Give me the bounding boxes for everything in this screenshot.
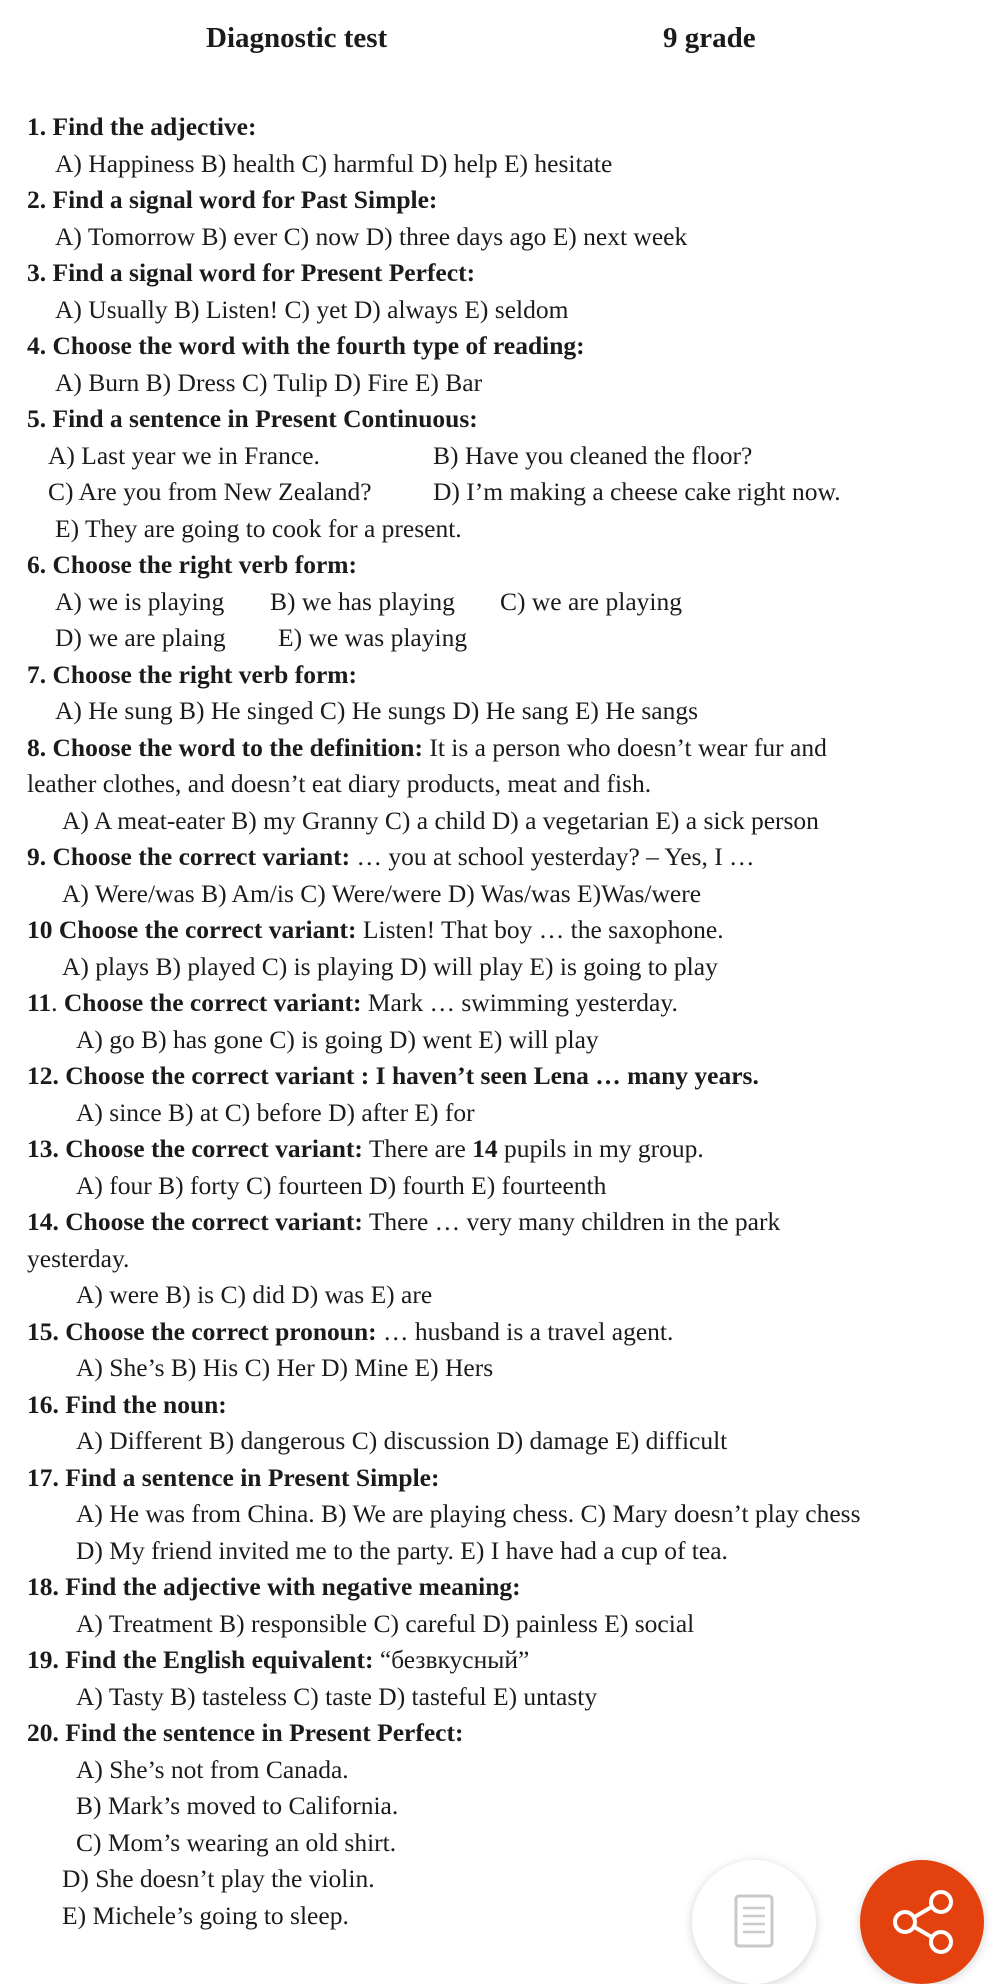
- question-18: 18. Find the adjective with negative meaning:: [27, 1572, 521, 1601]
- question-11: 11. Choose the correct variant: Mark … swimming yesterday.: [27, 988, 678, 1017]
- question-10-options: A) plays B) played C) is playing D) will play E) is going to play: [62, 951, 718, 981]
- document-header: [0, 22, 1006, 62]
- question-20-option-a: A) She’s not from Canada.: [76, 1754, 349, 1784]
- question-8-options: A) A meat-eater B) my Granny C) a child D) a vegetarian E) a sick person: [62, 805, 819, 835]
- question-7: 7. Choose the right verb form:: [27, 659, 358, 689]
- question-5-options-row-1: A) Last year we in France. B) Have you cleaned the floor?: [48, 440, 753, 470]
- question-4-options: A) Burn B) Dress C) Tulip D) Fire E) Bar: [55, 367, 483, 397]
- question-14: 14. Choose the correct variant: There … very many children in the park: [27, 1207, 781, 1236]
- question-19: 19. Find the English equivalent: “безвкусный”: [27, 1645, 530, 1674]
- question-20-option-c: C) Mom’s wearing an old shirt.: [76, 1827, 397, 1857]
- question-14-continuation: yesterday.: [27, 1243, 130, 1273]
- question-16-options: A) Different B) dangerous C) discussion D) damage E) difficult: [76, 1426, 728, 1455]
- question-7-options: A) He sung B) He singed C) He sungs D) He sang E) He sangs: [55, 696, 699, 725]
- question-8-continuation: leather clothes, and doesn’t eat diary products, meat and fish.: [27, 769, 652, 798]
- question-20: 20. Find the sentence in Present Perfect:: [27, 1718, 464, 1747]
- question-17: 17. Find a sentence in Present Simple:: [27, 1462, 440, 1492]
- question-10: 10 Choose the correct variant: Listen! That boy … the saxophone.: [27, 915, 724, 944]
- question-6: 6. Choose the right verb form:: [27, 550, 358, 579]
- question-14-options: A) were B) is C) did D) was E) are: [76, 1280, 433, 1309]
- share-icon: [860, 1860, 984, 1984]
- question-17-options-row-1: A) He was from China. B) We are playing chess. C) Mary doesn’t play chess: [76, 1499, 861, 1528]
- question-20-option-d: D) She doesn’t play the violin.: [62, 1864, 375, 1893]
- question-15-options: A) She’s B) His C) Her D) Mine E) Hers: [76, 1353, 494, 1382]
- question-5: 5. Find a sentence in Present Continuous:: [27, 404, 478, 433]
- question-15: 15. Choose the correct pronoun: … husband is a travel agent.: [27, 1316, 674, 1346]
- question-20-option-b: B) Mark’s moved to California.: [76, 1791, 399, 1820]
- question-13-options: A) four B) forty C) fourteen D) fourth E) fourteenth: [76, 1170, 607, 1200]
- question-11-options: A) go B) has gone C) is going D) went E) will play: [76, 1024, 599, 1054]
- question-12: 12. Choose the correct variant : I haven’t seen Lena … many years.: [27, 1061, 759, 1090]
- question-4: 4. Choose the word with the fourth type of reading:: [27, 331, 585, 360]
- question-18-options: A) Treatment B) responsible C) careful D) painless E) social: [76, 1608, 695, 1638]
- question-9: 9. Choose the correct variant: … you at school yesterday? – Yes, I …: [27, 842, 755, 871]
- question-5-options-row-3: E) They are going to cook for a present.: [55, 513, 462, 543]
- question-8: 8. Choose the word to the definition: It is a person who doesn’t wear fur and: [27, 732, 827, 762]
- question-5-options-row-2: C) Are you from New Zealand? D) I’m making a cheese cake right now.: [48, 477, 841, 506]
- question-19-options: A) Tasty B) tasteless C) taste D) tasteful E) untasty: [76, 1681, 598, 1711]
- question-16: 16. Find the noun:: [27, 1389, 227, 1419]
- question-1: 1. Find the adjective:: [27, 112, 257, 141]
- question-20-option-e: E) Michele’s going to sleep.: [62, 1900, 349, 1930]
- share-button[interactable]: [860, 1860, 984, 1984]
- question-2-options: A) Tomorrow B) ever C) now D) three days ago E) next week: [55, 221, 688, 251]
- question-9-options: A) Were/was B) Am/is C) Were/were D) Was/was E)Was/were: [62, 878, 702, 908]
- question-1-options: A) Happiness B) health C) harmful D) help E) hesitate: [55, 148, 613, 178]
- question-12-options: A) since B) at C) before D) after E) for: [76, 1097, 475, 1127]
- question-list: [0, 109, 1006, 1934]
- document-icon: [692, 1860, 816, 1984]
- question-6-options-row-1: A) we is playing B) we has playing C) we are playing: [55, 586, 682, 616]
- question-3-options: A) Usually B) Listen! C) yet D) always E) seldom: [55, 294, 569, 324]
- grade-label: 9 grade: [663, 22, 756, 54]
- question-6-options-row-2: D) we are plaing E) we was playing: [55, 623, 468, 652]
- question-13: 13. Choose the correct variant: There are 14 pupils in my group.: [27, 1134, 704, 1163]
- document-button[interactable]: [692, 1860, 816, 1984]
- question-17-options-row-2: D) My friend invited me to the party. E) I have had a cup of tea.: [76, 1535, 728, 1565]
- question-2: 2. Find a signal word for Past Simple:: [27, 185, 438, 214]
- page-title: Diagnostic test: [206, 22, 388, 54]
- question-3: 3. Find a signal word for Present Perfect:: [27, 258, 476, 287]
